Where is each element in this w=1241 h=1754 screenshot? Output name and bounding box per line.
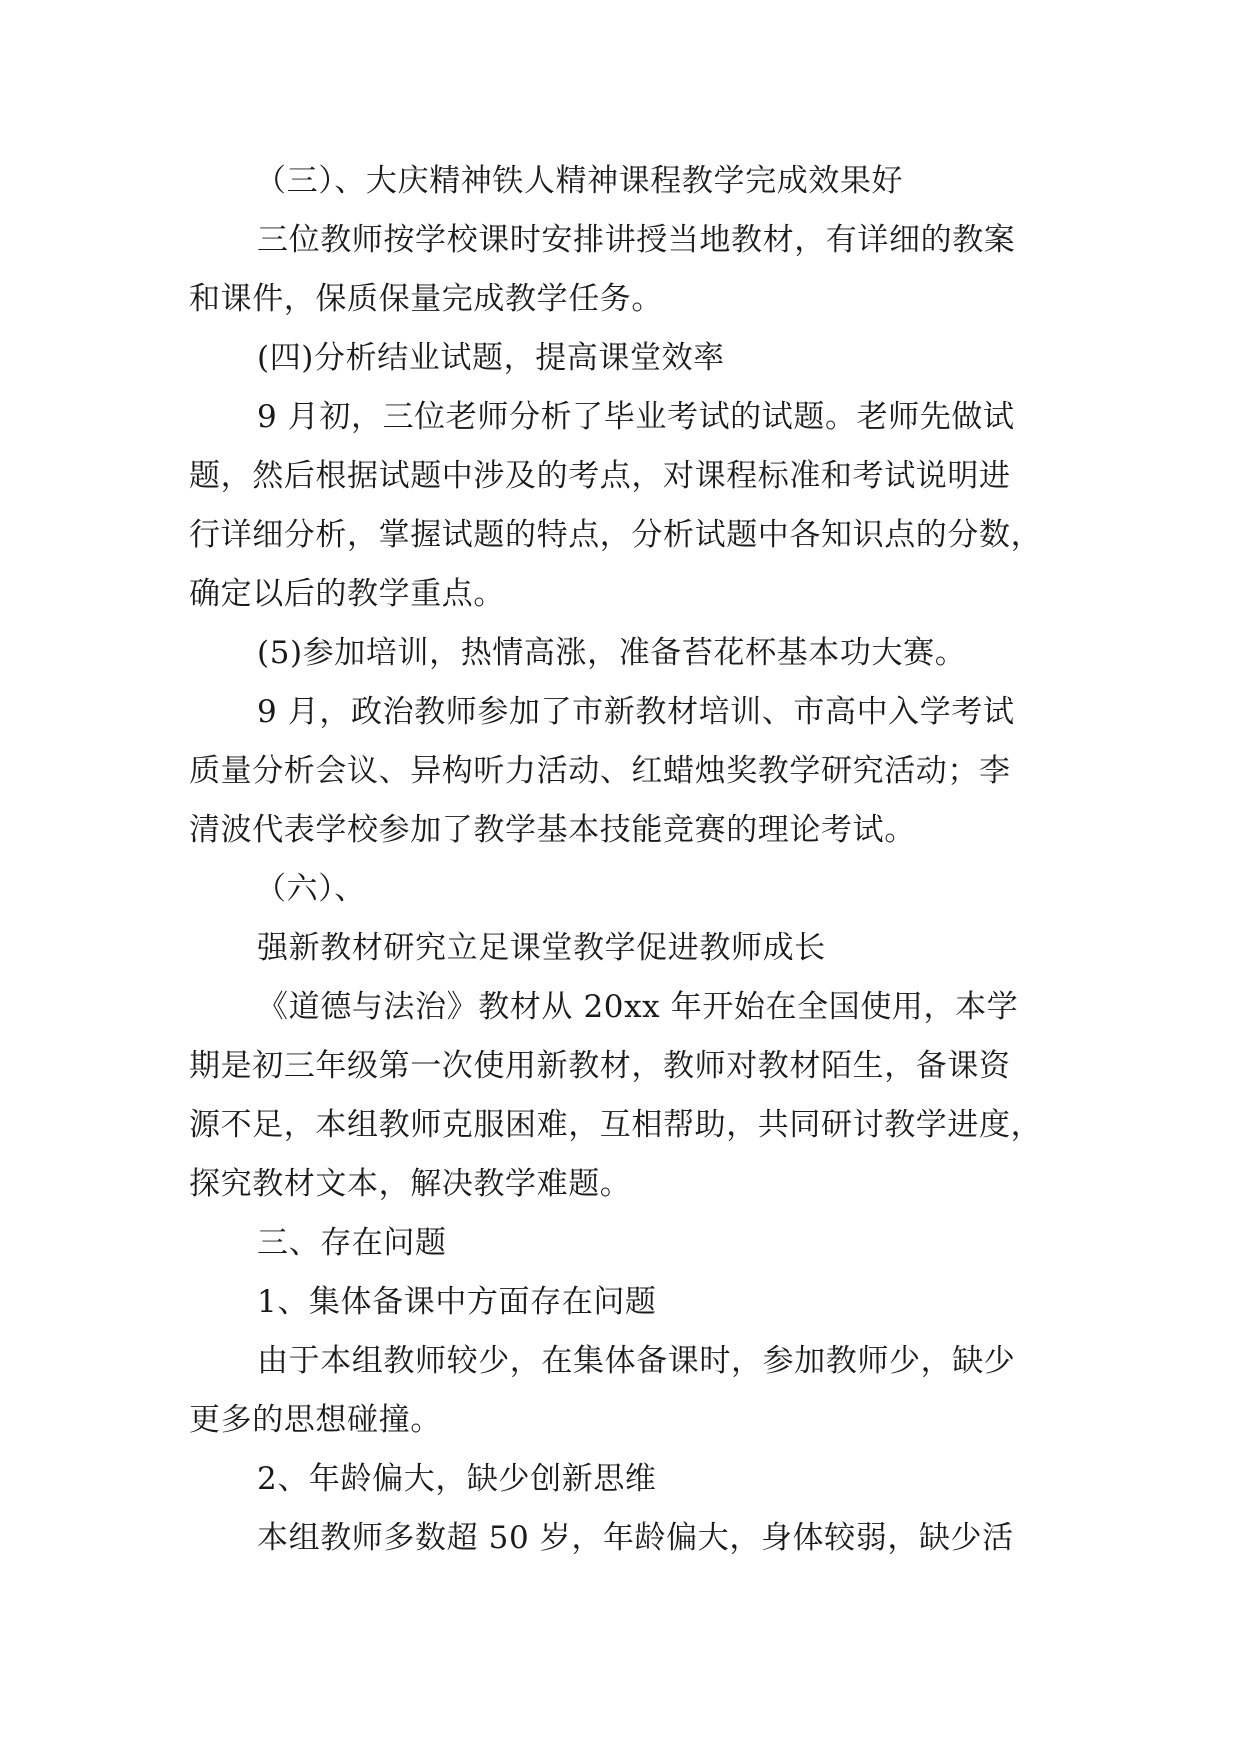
paragraph-line: 质量分析会议、异构听力活动、红蜡烛奖教学研究活动；李 bbox=[189, 753, 1011, 789]
paragraph-line: 行详细分析，掌握试题的特点，分析试题中各知识点的分数， bbox=[189, 517, 1043, 553]
paragraph-line: 题，然后根据试题中涉及的考点，对课程标准和考试说明进 bbox=[189, 458, 1011, 494]
paragraph-line: 源不足，本组教师克服困难，互相帮助，共同研讨教学进度， bbox=[189, 1107, 1043, 1143]
paragraph-line: 三位教师按学校课时安排讲授当地教材，有详细的教案 bbox=[257, 222, 1016, 258]
paragraph-line: 更多的思想碰撞。 bbox=[189, 1402, 442, 1438]
section-heading-problems: 三、存在问题 bbox=[257, 1225, 447, 1261]
section-heading-4: (四)分析结业试题，提高课堂效率 bbox=[257, 340, 725, 376]
paragraph-line: 确定以后的教学重点。 bbox=[189, 576, 505, 612]
subheading-1: 1、集体备课中方面存在问题 bbox=[257, 1284, 657, 1320]
section-heading-6-title: 强新教材研究立足课堂教学促进教师成长 bbox=[257, 930, 826, 966]
paragraph-line: 9 月初，三位老师分析了毕业考试的试题。老师先做试 bbox=[257, 399, 1015, 435]
paragraph-line: 期是初三年级第一次使用新教材，教师对教材陌生，备课资 bbox=[189, 1048, 1011, 1084]
section-heading-5: (5)参加培训，热情高涨，准备苔花杯基本功大赛。 bbox=[257, 635, 967, 671]
paragraph-line: 由于本组教师较少，在集体备课时，参加教师少，缺少 bbox=[257, 1343, 1016, 1379]
subheading-2: 2、年龄偏大，缺少创新思维 bbox=[257, 1461, 657, 1497]
paragraph-line: 探究教材文本，解决教学难题。 bbox=[189, 1166, 632, 1202]
section-heading-3: （三）、大庆精神铁人精神课程教学完成效果好 bbox=[255, 163, 904, 199]
paragraph-line: 9 月，政治教师参加了市新教材培训、市高中入学考试 bbox=[257, 694, 1015, 730]
paragraph-line: 《道德与法治》教材从 20xx 年开始在全国使用，本学 bbox=[257, 989, 1019, 1025]
paragraph-line: 本组教师多数超 50 岁，年龄偏大，身体较弱，缺少活 bbox=[257, 1520, 1014, 1556]
paragraph-line: 和课件，保质保量完成教学任务。 bbox=[189, 281, 663, 317]
paragraph-line: 清波代表学校参加了教学基本技能竞赛的理论考试。 bbox=[189, 812, 916, 848]
section-heading-6: （六）、 bbox=[255, 871, 366, 907]
